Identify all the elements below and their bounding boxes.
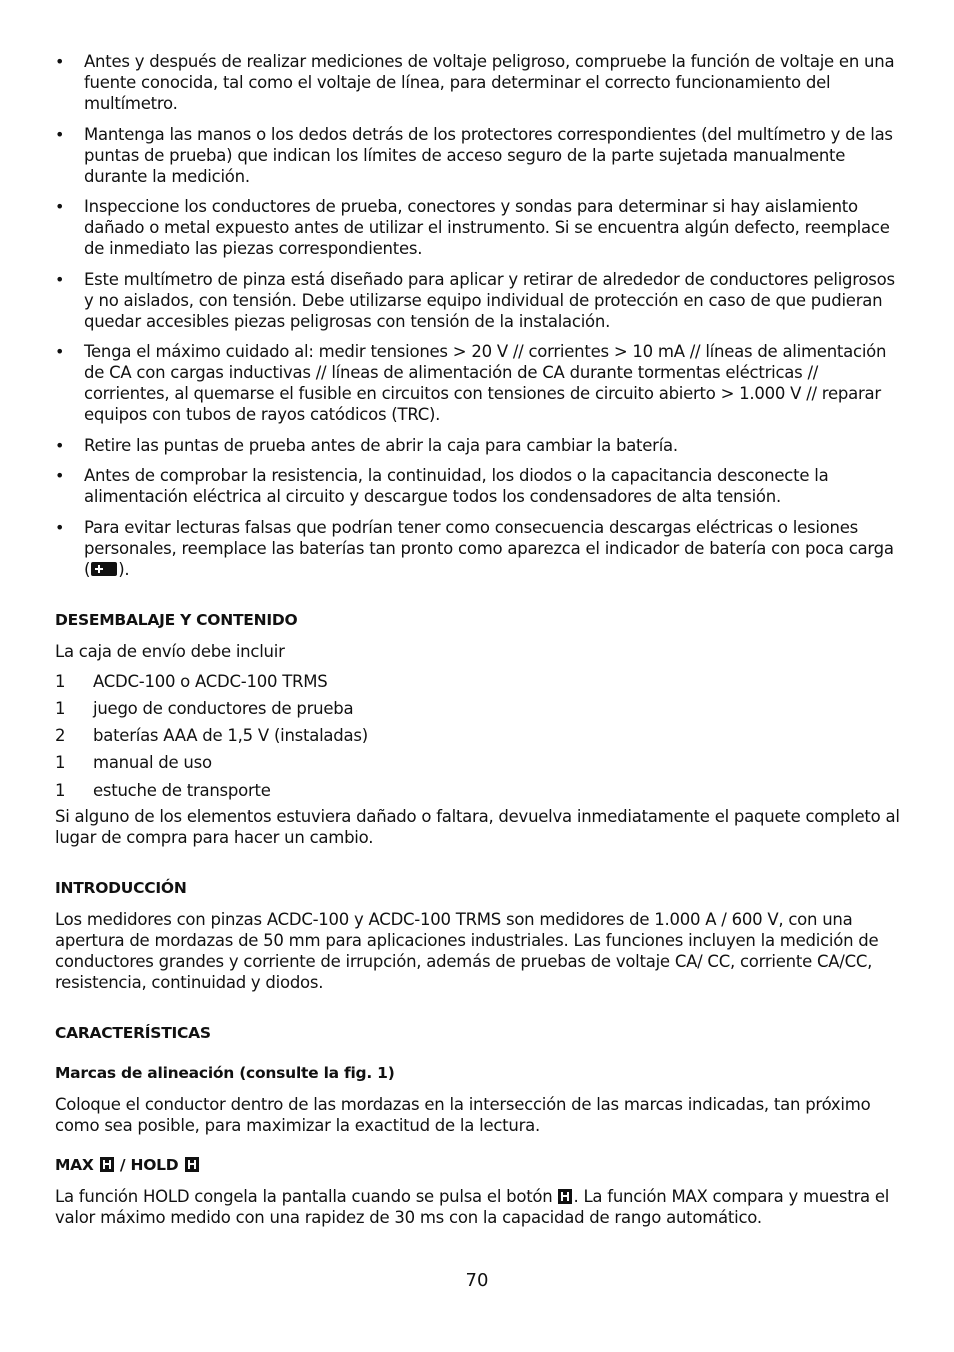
contents-item [55, 671, 900, 698]
contents-item [55, 752, 900, 779]
contents-item [55, 725, 900, 752]
safety-bullet: • Inspeccione los conductores de prueba, conectores y sondas para determinar si hay aislamiento dañado o metal expuesto antes de utilizar el instrumento. Si se encuentra algún defecto, reemplace de inmediato las piezas correspondientes. [55, 196, 900, 259]
hold-label: / HOLD [114, 1155, 179, 1174]
alignment-text: Coloque el conductor dentro de las mordazas en la intersección de las marcas indicadas, tan próximo como sea posible, para maximizar la exactitud de la lectura. [55, 1094, 871, 1135]
battery-low-icon [91, 562, 117, 576]
contents-label: ACDC-100 o ACDC-100 TRMS [93, 671, 328, 691]
safety-bullet: • Antes y después de realizar mediciones de voltaje peligroso, compruebe la función de voltaje en una fuente conocida, tal como el voltaje de línea, para determinar el correcto funcionamiento del multímetro. [55, 51, 900, 114]
maxhold-text-end: . La función MAX compara y muestra el valor máximo medido con una rapidez de 30 ms con la capacidad de rango automático. [55, 1186, 890, 1227]
manual-page [55, 51, 900, 1228]
alignment-heading: Marcas de alineación (consulte la fig. 1) [55, 1063, 395, 1082]
contents-qty: 2 [55, 726, 66, 746]
safety-bullet-battery [55, 517, 900, 580]
safety-bullet: • Mantenga las manos o los dedos detrás de los protectores correspondientes (del multímetro y de las puntas de prueba) que indican los límites de acceso seguro de la parte sujetada manualmente durante la medición. [55, 124, 900, 187]
safety-bullet: • Retire las puntas de prueba antes de abrir la caja para cambiar la batería. [55, 435, 900, 456]
hold-h-icon [558, 1189, 572, 1204]
unpacking-note: Si alguno de los elementos estuviera dañado o faltara, devuelva inmediatamente el paquete completo al lugar de compra para hacer un cambio. [55, 806, 900, 847]
safety-bullet: • Tenga el máximo cuidado al: medir tensiones > 20 V // corrientes > 10 mA // líneas de alimentación de CA con cargas inductivas // líneas de alimentación de CA durante tormentas eléctricas // corrientes, al quemarse el fusible en circuitos con tensiones de circuito abierto > 1.000 V // reparar equipos con tubos de rayos catódicos (TRC). [55, 341, 900, 425]
maxhold-text [55, 1186, 900, 1228]
contents-label: juego de conductores de prueba [93, 698, 354, 718]
page-number: 70 [465, 1270, 489, 1291]
contents-item [55, 698, 900, 725]
battery-bullet-text: Para evitar lecturas falsas que podrían tener como consecuencia descargas eléctricas o lesiones personales, reemplace las baterías tan pronto como aparezca el indicador de batería con poca carga ( [84, 517, 894, 579]
intro-heading: INTRODUCCIÓN [55, 878, 187, 897]
features-heading: CARACTERÍSTICAS [55, 1023, 211, 1042]
contents-item [55, 780, 900, 807]
contents-label: baterías AAA de 1,5 V (instaladas) [93, 726, 368, 746]
contents-label: estuche de transporte [93, 780, 271, 800]
unpacking-heading: DESEMBALAJE Y CONTENIDO [55, 610, 298, 629]
maxhold-text-start: La función HOLD congela la pantalla cuando se pulsa el botón [55, 1186, 558, 1206]
contents-qty: 1 [55, 671, 66, 691]
max-label: MAX [55, 1155, 94, 1174]
unpacking-intro: La caja de envío debe incluir [55, 641, 285, 661]
battery-bullet-text-end: ). [118, 559, 130, 579]
contents-qty: 1 [55, 698, 66, 718]
contents-label: manual de uso [93, 753, 212, 773]
safety-bullet-list [55, 51, 900, 580]
maxhold-heading [55, 1155, 900, 1176]
safety-bullet: • Antes de comprobar la resistencia, la continuidad, los diodos o la capacitancia desconecte la alimentación eléctrica al circuito y descargue todos los condensadores de alta tensión. [55, 465, 900, 507]
contents-qty: 1 [55, 753, 66, 773]
safety-bullet: • Este multímetro de pinza está diseñado para aplicar y retirar de alrededor de conductores peligrosos y no aislados, con tensión. Debe utilizarse equipo individual de protección en caso de que pudieran quedar accesibles piezas peligrosas con tensión de la instalación. [55, 269, 900, 332]
hold-h-icon [100, 1157, 114, 1172]
contents-qty: 1 [55, 780, 66, 800]
hold-h-icon [185, 1157, 199, 1172]
contents-list [55, 671, 900, 807]
intro-text: Los medidores con pinzas ACDC-100 y ACDC-100 TRMS son medidores de 1.000 A / 600 V, con una apertura de mordazas de 50 mm para aplicaciones industriales. Las funciones incluyen la medición de conductores grandes y corriente de irrupción, además de pruebas de voltaje CA/ CC, corriente CA/CC, resistencia, continuidad y diodos. [55, 909, 879, 992]
